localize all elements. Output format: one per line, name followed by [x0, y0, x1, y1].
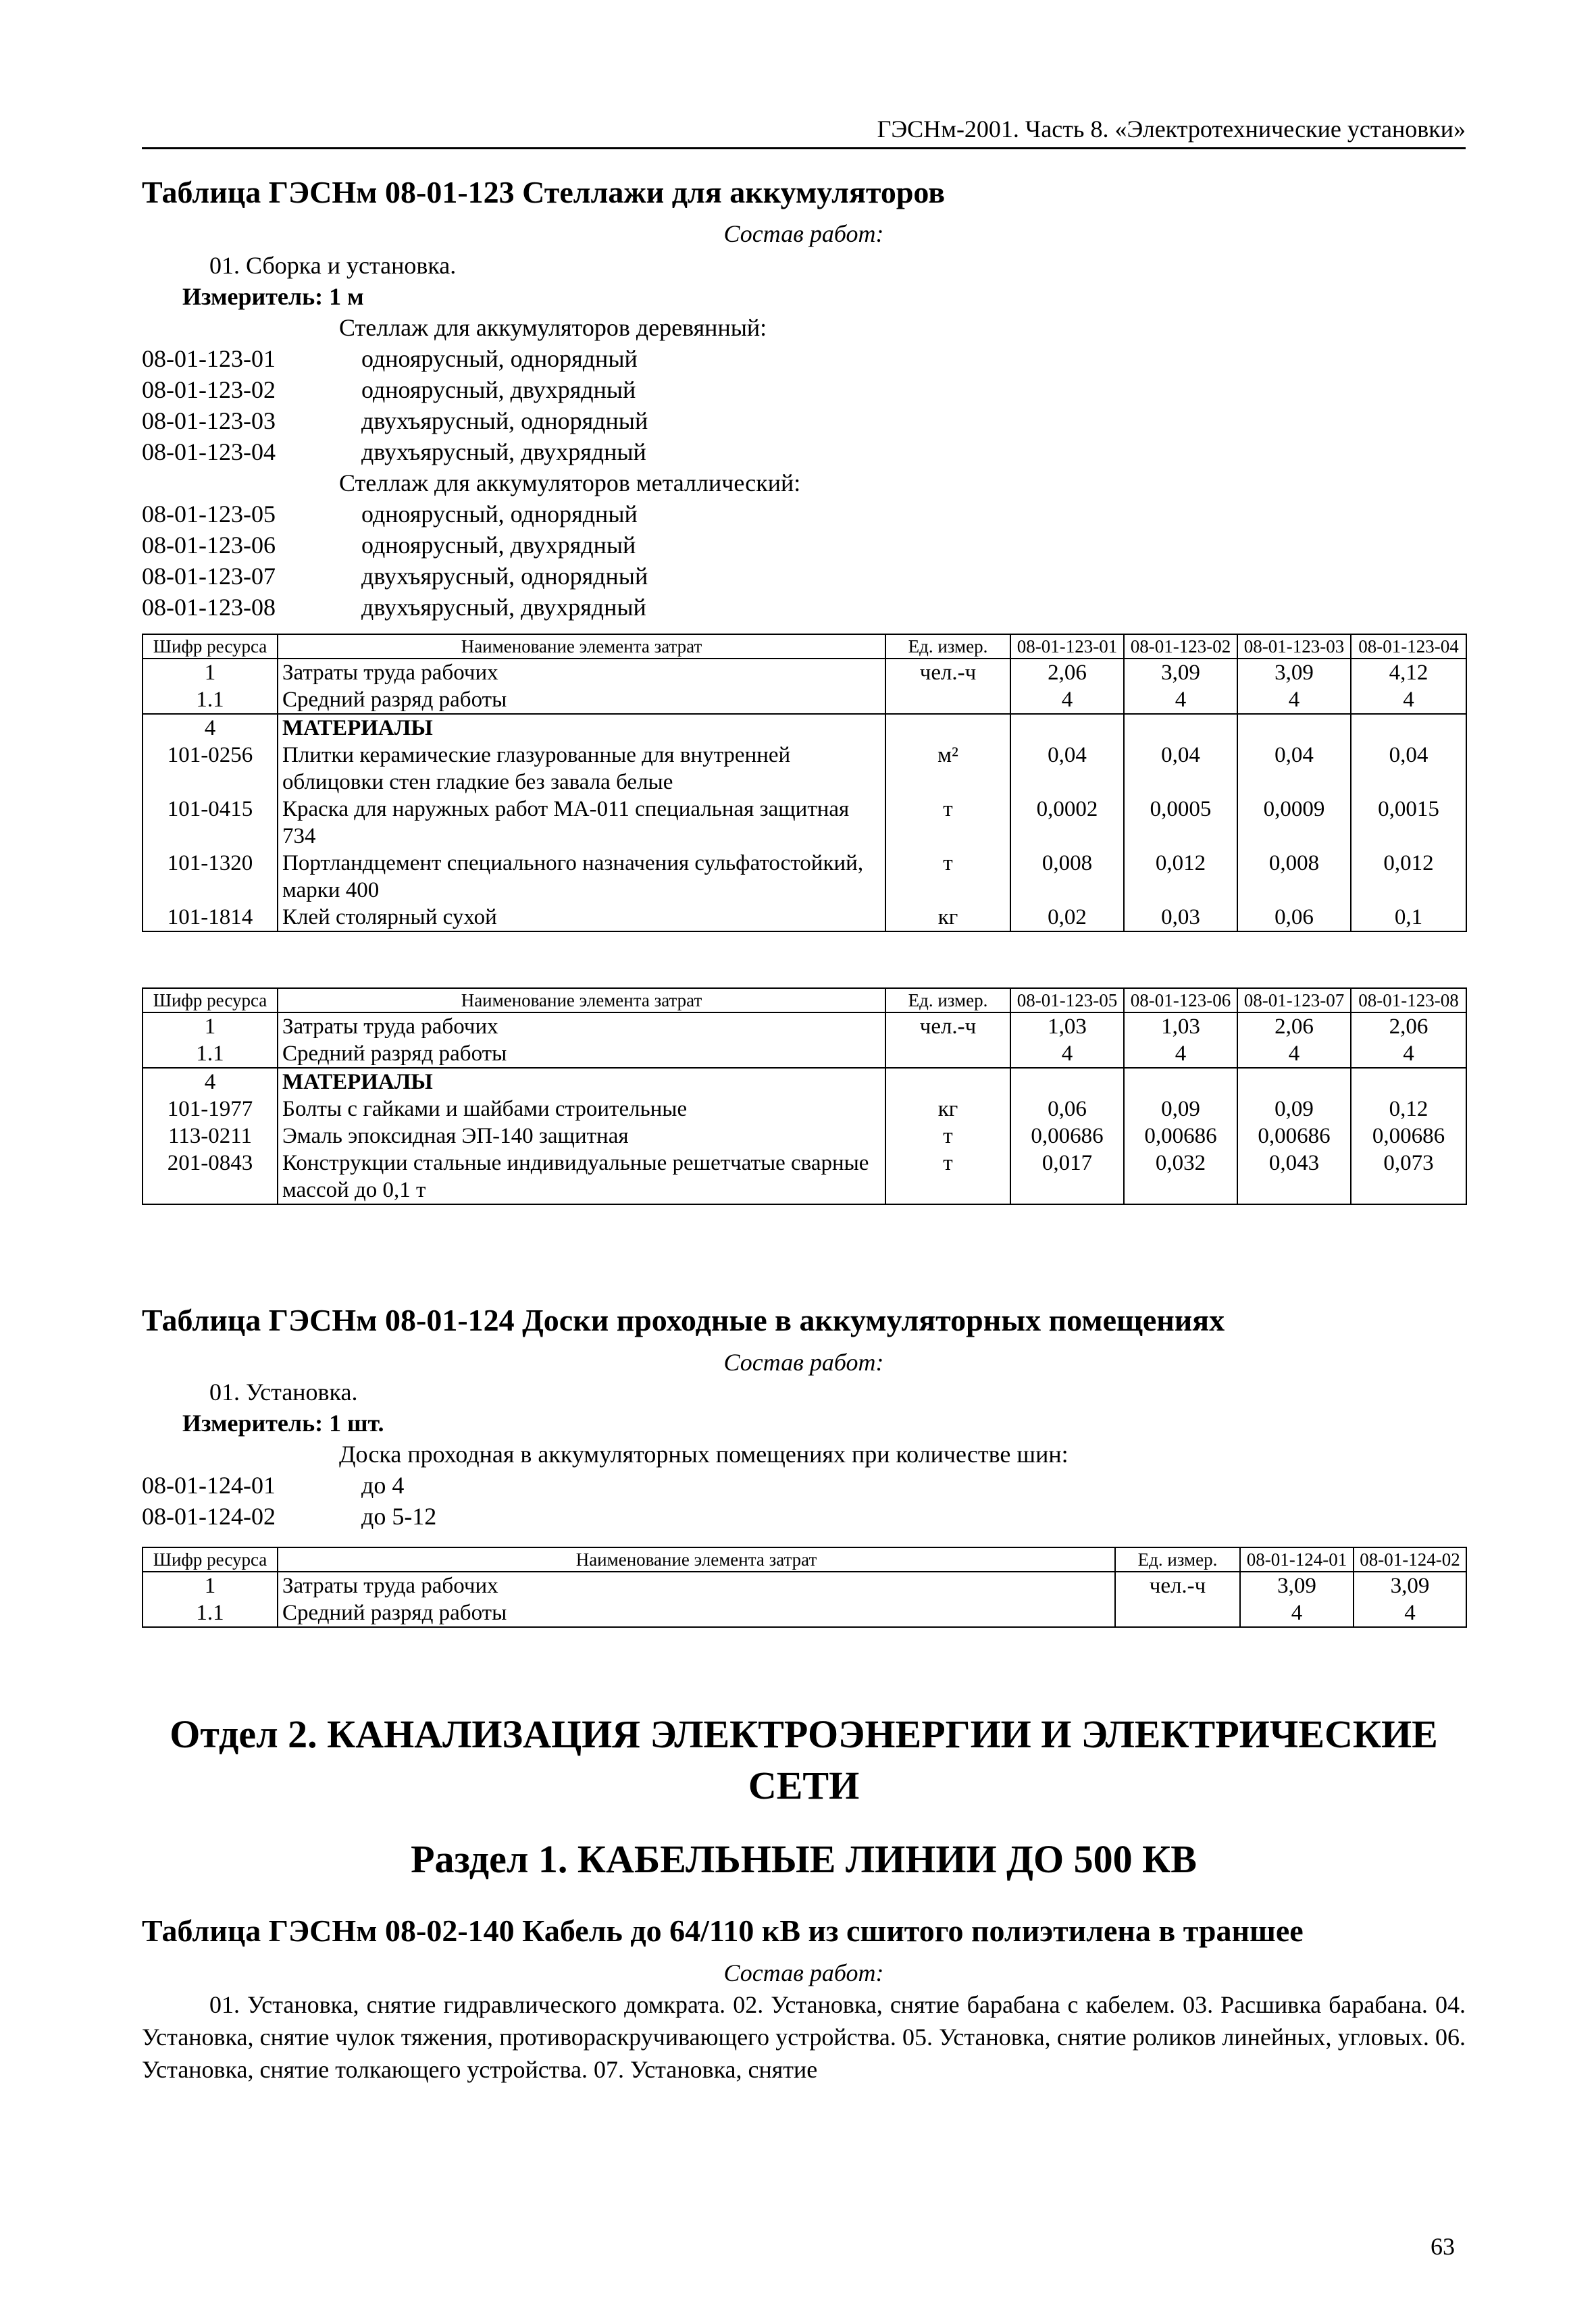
norm-value — [1010, 1068, 1124, 1096]
norm-value: 0,02 — [1010, 904, 1124, 931]
norm-value: 0,032 — [1124, 1150, 1237, 1204]
resource-code: 08-01-123-04 — [142, 438, 276, 465]
unit: чел.-ч — [1115, 1572, 1240, 1599]
item-description: двухъярусный, однорядный — [361, 407, 648, 434]
code-list-item — [142, 500, 800, 531]
norm-value: 4 — [1124, 1040, 1237, 1068]
unit: т — [885, 1150, 1010, 1204]
resource-code: 08-01-123-03 — [142, 407, 276, 434]
composition-label: Состав работ: — [723, 1959, 884, 1986]
norm-value: 4 — [1351, 1040, 1466, 1068]
unit: т — [885, 796, 1010, 850]
cost-element-name: Средний разряд работы — [278, 686, 885, 714]
section-heading: Раздел 1. КАБЕЛЬНЫЕ ЛИНИИ ДО 500 КВ — [411, 1837, 1197, 1881]
unit: кг — [885, 904, 1010, 931]
norm-value: 4 — [1237, 1040, 1351, 1068]
unit — [885, 1068, 1010, 1096]
code-list-item — [142, 376, 800, 407]
table-header-row — [143, 1547, 1466, 1572]
code-list-item — [142, 438, 800, 469]
table-row — [143, 1068, 1466, 1096]
cost-element-name: Средний разряд работы — [278, 1599, 1115, 1627]
header-name: Наименование элемента затрат — [278, 988, 885, 1012]
code-list-item — [142, 1502, 1069, 1533]
header-name: Наименование элемента затрат — [278, 1547, 1115, 1572]
code-list-item — [142, 531, 800, 562]
table-row — [143, 1123, 1466, 1150]
table-row — [143, 1012, 1466, 1040]
resource-code: 08-01-123-06 — [142, 532, 276, 559]
table-row — [143, 796, 1466, 850]
header-norm-code: 08-01-123-03 — [1237, 634, 1351, 659]
item-description: одноярусный, однорядный — [361, 345, 638, 372]
table-header-row — [143, 634, 1466, 659]
resource-code: 201-0843 — [143, 1150, 278, 1204]
norm-value — [1124, 714, 1237, 742]
norm-value: 0,0009 — [1237, 796, 1351, 850]
resource-code: 1 — [143, 1572, 278, 1599]
cost-element-name: Конструкции стальные индивидуальные решетчатые сварные массой до 0,1 т — [278, 1150, 885, 1204]
norm-value: 4 — [1237, 686, 1351, 714]
norm-value: 0,09 — [1124, 1096, 1237, 1123]
norm-value: 0,06 — [1237, 904, 1351, 931]
resource-code: 101-1814 — [143, 904, 278, 931]
code-list-124 — [142, 1440, 1069, 1533]
unit — [1115, 1599, 1240, 1627]
table-row — [143, 904, 1466, 931]
norm-value: 0,1 — [1351, 904, 1466, 931]
table-row — [143, 1599, 1466, 1627]
composition-label: Состав работ: — [723, 220, 884, 247]
table-row — [143, 1150, 1466, 1204]
norm-value: 4 — [1351, 686, 1466, 714]
cost-element-name: Затраты труда рабочих — [278, 659, 885, 686]
resource-code: 08-01-123-02 — [142, 376, 276, 403]
code-list-item — [142, 593, 800, 624]
norm-value: 0,04 — [1124, 742, 1237, 796]
item-description: двухъярусный, однорядный — [361, 563, 648, 590]
header-code: Шифр ресурса — [143, 634, 278, 659]
meter: Измеритель: 1 шт. — [182, 1410, 384, 1437]
cost-element-name: Средний разряд работы — [278, 1040, 885, 1068]
header-norm-code: 08-01-123-02 — [1124, 634, 1237, 659]
norm-value — [1124, 1068, 1237, 1096]
work-description: 01. Установка. — [209, 1379, 358, 1406]
table-row — [143, 742, 1466, 796]
code-list-item — [142, 407, 800, 438]
group-heading: Доска проходная в аккумуляторных помещениях при количестве шин: — [339, 1441, 1069, 1468]
resource-code: 4 — [143, 714, 278, 742]
norm-value: 4 — [1010, 1040, 1124, 1068]
norm-value: 3,09 — [1240, 1572, 1354, 1599]
header-norm-code: 08-01-123-01 — [1010, 634, 1124, 659]
item-description: одноярусный, двухрядный — [361, 532, 636, 559]
norm-value: 0,00686 — [1237, 1123, 1351, 1150]
unit: кг — [885, 1096, 1010, 1123]
norm-value — [1351, 714, 1466, 742]
table-140-title: Таблица ГЭСНм 08-02-140 Кабель до 64/110 кВ из сшитого полиэтилена в траншее — [142, 1913, 1304, 1948]
norm-value: 0,008 — [1010, 850, 1124, 904]
table-row — [143, 1096, 1466, 1123]
norm-value: 3,09 — [1354, 1572, 1466, 1599]
norm-value: 0,00686 — [1010, 1123, 1124, 1150]
unit: чел.-ч — [885, 659, 1010, 686]
item-description: двухъярусный, двухрядный — [361, 438, 646, 465]
unit — [885, 1040, 1010, 1068]
norm-value: 1,03 — [1124, 1012, 1237, 1040]
resource-code: 08-01-123-05 — [142, 500, 276, 528]
code-list-item — [142, 562, 800, 593]
cost-element-name: Краска для наружных работ МА-011 специальная защитная 734 — [278, 796, 885, 850]
unit — [885, 686, 1010, 714]
norm-value: 2,06 — [1010, 659, 1124, 686]
norm-value: 0,012 — [1351, 850, 1466, 904]
item-description: одноярусный, двухрядный — [361, 376, 636, 403]
norm-value: 4 — [1354, 1599, 1466, 1627]
page-number: 63 — [1431, 2233, 1455, 2260]
unit: т — [885, 1123, 1010, 1150]
norm-value: 4 — [1010, 686, 1124, 714]
resource-code: 08-01-123-01 — [142, 345, 276, 372]
resource-code: 1 — [143, 659, 278, 686]
resource-code: 101-0256 — [143, 742, 278, 796]
item-description: двухъярусный, двухрядный — [361, 594, 646, 621]
norm-value: 0,03 — [1124, 904, 1237, 931]
norm-value — [1010, 714, 1124, 742]
cost-element-name: Затраты труда рабочих — [278, 1572, 1115, 1599]
resource-code: 1.1 — [143, 1599, 278, 1627]
header-code: Шифр ресурса — [143, 988, 278, 1012]
norm-value: 0,12 — [1351, 1096, 1466, 1123]
header-unit: Ед. измер. — [885, 988, 1010, 1012]
norm-value: 0,06 — [1010, 1096, 1124, 1123]
norm-value: 4,12 — [1351, 659, 1466, 686]
norm-value: 1,03 — [1010, 1012, 1124, 1040]
header-unit: Ед. измер. — [1115, 1547, 1240, 1572]
norm-value: 2,06 — [1351, 1012, 1466, 1040]
item-description: одноярусный, однорядный — [361, 500, 638, 528]
code-list-item — [142, 344, 800, 376]
table-header-row — [143, 988, 1466, 1012]
unit: м² — [885, 742, 1010, 796]
norm-value: 0,0015 — [1351, 796, 1466, 850]
resource-code: 113-0211 — [143, 1123, 278, 1150]
resource-code: 08-01-123-08 — [142, 594, 276, 621]
norm-value: 0,043 — [1237, 1150, 1351, 1204]
header-norm-code: 08-01-123-08 — [1351, 988, 1466, 1012]
norm-value: 2,06 — [1237, 1012, 1351, 1040]
composition-label: Состав работ: — [723, 1349, 884, 1376]
header-norm-code: 08-01-124-01 — [1240, 1547, 1354, 1572]
resource-code: 1.1 — [143, 686, 278, 714]
department-heading: Отдел 2. КАНАЛИЗАЦИЯ ЭЛЕКТРОЭНЕРГИИ И ЭЛЕКТРИЧЕСКИЕ СЕТИ — [170, 1712, 1438, 1807]
header-norm-code: 08-01-123-05 — [1010, 988, 1124, 1012]
table-row — [143, 686, 1466, 714]
norm-value: 0,00686 — [1124, 1123, 1237, 1150]
norm-value: 0,04 — [1351, 742, 1466, 796]
norm-value: 0,017 — [1010, 1150, 1124, 1204]
norm-value: 0,073 — [1351, 1150, 1466, 1204]
cost-element-name: Эмаль эпоксидная ЭП-140 защитная — [278, 1123, 885, 1150]
cost-element-name: Плитки керамические глазурованные для внутренней облицовки стен гладкие без завала белые — [278, 742, 885, 796]
resource-code: 101-1320 — [143, 850, 278, 904]
resource-code: 08-01-123-07 — [142, 563, 276, 590]
table-row — [143, 659, 1466, 686]
resource-code: 4 — [143, 1068, 278, 1096]
table-123-title: Таблица ГЭСНм 08-01-123 Стеллажи для аккумуляторов — [142, 175, 946, 209]
resource-code: 101-0415 — [143, 796, 278, 850]
cost-element-name: Затраты труда рабочих — [278, 1012, 885, 1040]
norm-value: 0,04 — [1010, 742, 1124, 796]
header-name: Наименование элемента затрат — [278, 634, 885, 659]
running-head: ГЭСНм-2001. Часть 8. «Электротехнические установки» — [142, 115, 1466, 149]
header-norm-code: 08-01-123-07 — [1237, 988, 1351, 1012]
norm-value: 3,09 — [1124, 659, 1237, 686]
table-124-title: Таблица ГЭСНм 08-01-124 Доски проходные в аккумуляторных помещениях — [142, 1303, 1225, 1337]
resource-code: 08-01-124-01 — [142, 1472, 276, 1499]
norm-value — [1237, 714, 1351, 742]
group-heading: Стеллаж для аккумуляторов деревянный: — [339, 314, 767, 341]
code-list-item — [142, 1471, 1069, 1502]
table-row — [143, 714, 1466, 742]
item-description: до 5-12 — [361, 1503, 437, 1530]
unit — [885, 714, 1010, 742]
norm-value: 3,09 — [1237, 659, 1351, 686]
header-unit: Ед. измер. — [885, 634, 1010, 659]
cost-element-name: Клей столярный сухой — [278, 904, 885, 931]
table-row — [143, 850, 1466, 904]
norm-value: 0,09 — [1237, 1096, 1351, 1123]
cost-element-name: МАТЕРИАЛЫ — [278, 1068, 885, 1096]
header-norm-code: 08-01-123-06 — [1124, 988, 1237, 1012]
table-row — [143, 1572, 1466, 1599]
norm-value: 4 — [1240, 1599, 1354, 1627]
norm-value: 4 — [1124, 686, 1237, 714]
norm-value: 0,00686 — [1351, 1123, 1466, 1150]
item-description: до 4 — [361, 1472, 405, 1499]
resource-code: 08-01-124-02 — [142, 1503, 276, 1530]
norm-value: 0,008 — [1237, 850, 1351, 904]
resource-table — [142, 987, 1467, 1205]
cost-element-name: МАТЕРИАЛЫ — [278, 714, 885, 742]
norm-value — [1351, 1068, 1466, 1096]
cost-element-name: Болты с гайками и шайбами строительные — [278, 1096, 885, 1123]
meter: Измеритель: 1 м — [182, 283, 364, 310]
header-norm-code: 08-01-123-04 — [1351, 634, 1466, 659]
unit: чел.-ч — [885, 1012, 1010, 1040]
header-code: Шифр ресурса — [143, 1547, 278, 1572]
unit: т — [885, 850, 1010, 904]
work-description: 01. Сборка и установка. — [209, 252, 457, 279]
norm-value — [1237, 1068, 1351, 1096]
header-norm-code: 08-01-124-02 — [1354, 1547, 1466, 1572]
group-heading: Стеллаж для аккумуляторов металлический: — [339, 469, 801, 496]
norm-value: 0,0005 — [1124, 796, 1237, 850]
resource-code: 1 — [143, 1012, 278, 1040]
resource-code: 1.1 — [143, 1040, 278, 1068]
norm-value: 0,012 — [1124, 850, 1237, 904]
norm-value: 0,0002 — [1010, 796, 1124, 850]
table-row — [143, 1040, 1466, 1068]
cost-element-name: Портландцемент специального назначения сульфатостойкий, марки 400 — [278, 850, 885, 904]
norm-value: 0,04 — [1237, 742, 1351, 796]
code-list-123 — [142, 313, 800, 624]
work-composition-text: 01. Установка, снятие гидравлического домкрата. 02. Установка, снятие барабана с кабелем. 03. Расшивка барабана. 04. Установка, снятие чулок тяжения, противораскручивающего устройства. 05. Установка, снятие роликов линейных, угловых. 06. Установка, снятие толкающего устройства. 07. Установка, снятие — [142, 1991, 1466, 2083]
resource-table — [142, 634, 1467, 932]
resource-code: 101-1977 — [143, 1096, 278, 1123]
resource-table — [142, 1547, 1467, 1628]
